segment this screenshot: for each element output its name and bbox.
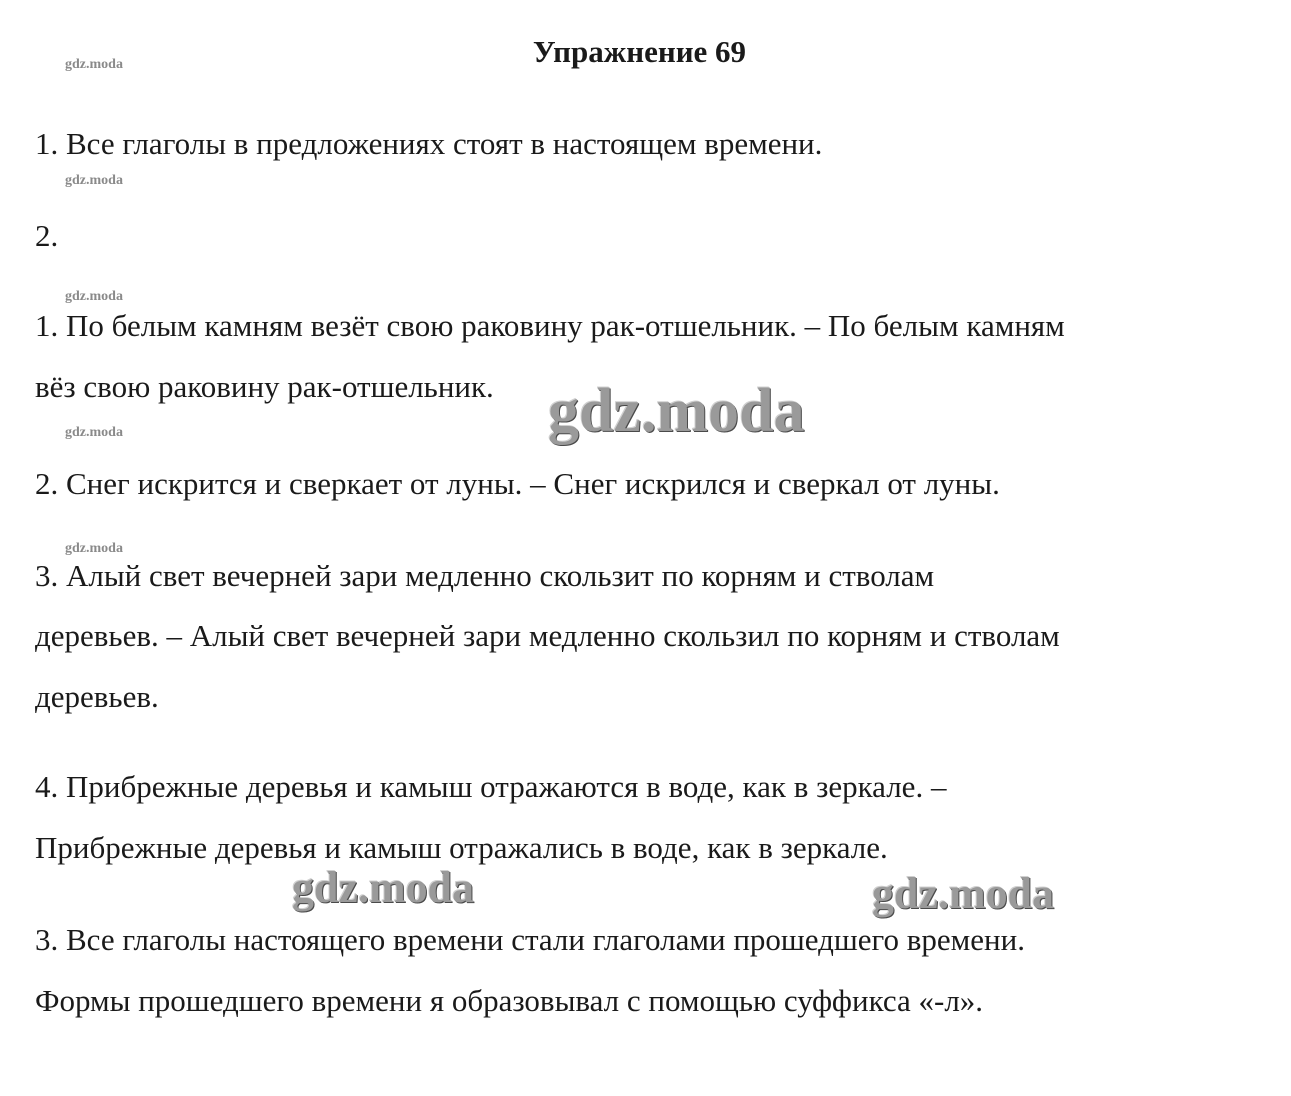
sentence-1-line-1: 1. По белым камням везёт свою раковину рак-отшельник. – По белым камням [35,308,1065,343]
watermark-small: gdz.moda [65,425,123,440]
answer-3-line-2: Формы прошедшего времени я образовывал с помощью суффикса «-л». [35,983,984,1018]
sentence-1-line-2: вёз свою раковину рак-отшельник. [35,369,494,404]
sentence-3-line-2: деревьев. – Алый свет вечерней зари медленно скользил по корням и стволам [35,618,1060,653]
watermark-large: gdz.moda [872,869,1055,918]
sentence-2-line-1: 2. Снег искрится и сверкает от луны. – Снег искрился и сверкал от луны. [35,466,1000,501]
answer-1: 1. Все глаголы в предложениях стоят в настоящем времени. [35,126,823,161]
watermark-small: gdz.moda [65,541,123,556]
sentence-3-line-1: 3. Алый свет вечерней зари медленно скользит по корням и стволам [35,558,935,593]
sentence-4-line-2: Прибрежные деревья и камыш отражались в воде, как в зеркале. [35,830,888,865]
watermark-small: gdz.moda [65,173,123,188]
watermark-small: gdz.moda [65,289,123,304]
answer-2-label: 2. [35,218,59,253]
watermark-small: gdz.moda [65,57,123,72]
sentence-3-line-3: деревьев. [35,679,159,714]
watermark-large: gdz.moda [548,377,805,445]
sentence-4-line-1: 4. Прибрежные деревья и камыш отражаются в воде, как в зеркале. – [35,769,947,804]
watermark-large: gdz.moda [292,863,475,912]
answer-3-line-1: 3. Все глаголы настоящего времени стали глаголами прошедшего времени. [35,922,1025,957]
page-title: Упражнение 69 [532,34,747,69]
